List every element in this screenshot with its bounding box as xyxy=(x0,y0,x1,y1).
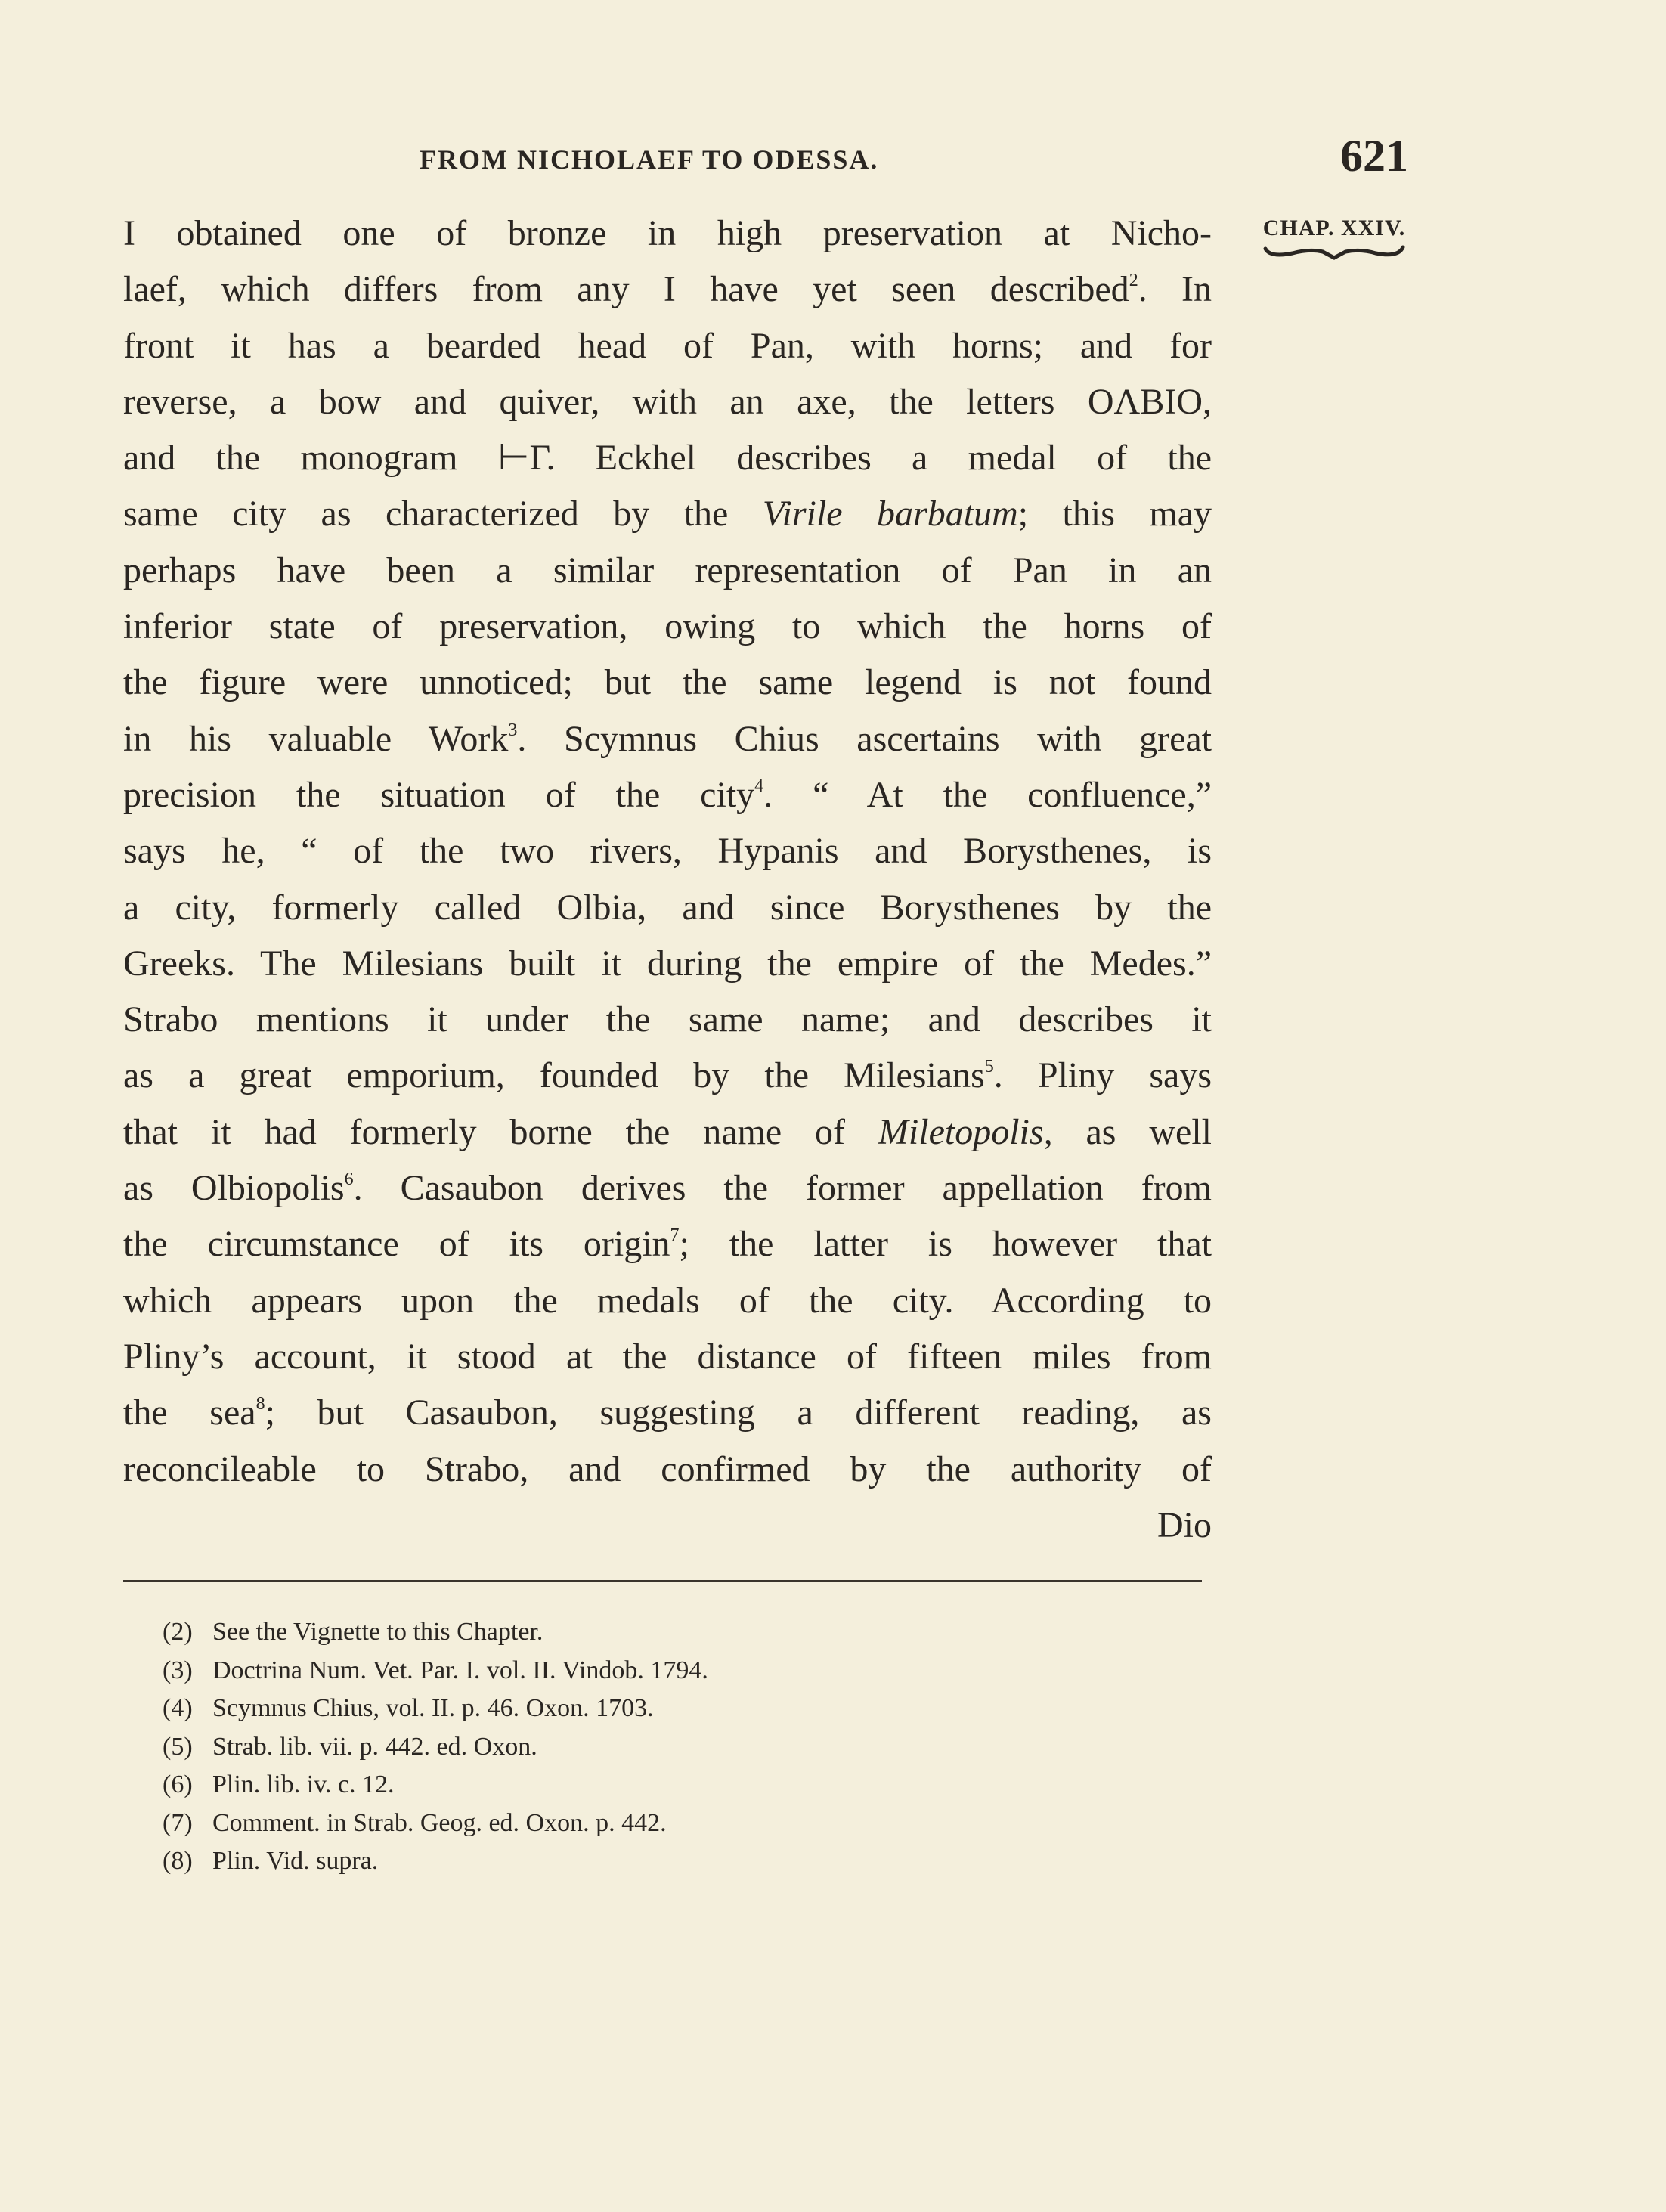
line-text: front it has a bearded head of Pan, with horns; and for xyxy=(123,325,1212,366)
chapter-label: CHAP. XXIV. xyxy=(1262,215,1406,240)
line-text-continued: . In xyxy=(1138,269,1212,310)
line-text: same city as characterized by the xyxy=(123,494,763,534)
body-line xyxy=(123,1216,1212,1272)
line-text: and the monogram ⊢Γ. Eckhel describes a medal of the xyxy=(123,438,1212,479)
footnote xyxy=(163,1805,994,1843)
footnote-ref: 2 xyxy=(1129,271,1138,291)
line-text: precision the situation of the city xyxy=(123,774,755,815)
footnote-divider xyxy=(123,1580,1202,1582)
line-text: Strabo mentions it under the same name; and describes it xyxy=(123,999,1212,1040)
body-line xyxy=(123,1329,1212,1385)
body-line xyxy=(123,936,1212,992)
footnote xyxy=(163,1728,994,1767)
page-number: 621 xyxy=(1340,131,1408,181)
line-text: I obtained one of bronze in high preservation at Nicho- xyxy=(123,213,1212,253)
footnote-text: Plin. lib. iv. c. 12. xyxy=(212,1771,395,1798)
running-head: FROM NICHOLAEF TO ODESSA. xyxy=(420,144,879,175)
body-line xyxy=(123,880,1212,936)
body-line xyxy=(123,599,1212,655)
footnote-ref: 7 xyxy=(670,1225,680,1246)
footnote xyxy=(163,1613,994,1652)
line-text: the circumstance of its origin xyxy=(123,1224,670,1265)
chapter-marginal-note xyxy=(1255,215,1414,262)
footnote xyxy=(163,1690,994,1728)
body-line xyxy=(123,1160,1212,1216)
footnote xyxy=(163,1766,994,1805)
body-line xyxy=(123,767,1212,823)
footnote-number: (4) xyxy=(163,1694,193,1722)
line-text: as Olbiopolis xyxy=(123,1168,345,1209)
body-line xyxy=(123,374,1212,430)
footnote-number: (5) xyxy=(163,1732,193,1761)
line-text-continued: . “ At the confluence,” xyxy=(763,774,1212,815)
line-text: that it had formerly borne the name of xyxy=(123,1111,878,1152)
line-text: Greeks. The Milesians built it during the empire of the Medes.” xyxy=(123,943,1212,984)
body-line xyxy=(123,1104,1212,1160)
line-text-continued: ; this may xyxy=(1017,494,1212,534)
line-text: a city, formerly called Olbia, and since Borysthenes by the xyxy=(123,887,1212,928)
body-line xyxy=(123,1273,1212,1329)
line-text-continued: ; but Casaubon, suggesting a different reading, as xyxy=(265,1393,1212,1433)
body-line xyxy=(123,1385,1212,1441)
footnote-text: Scymnus Chius, vol. II. p. 46. Oxon. 1703. xyxy=(212,1694,654,1722)
line-text-continued: . Scymnus Chius ascertains with great xyxy=(517,718,1212,759)
line-text: Pliny’s account, it stood at the distance of fifteen miles from xyxy=(123,1336,1212,1377)
line-text: as a great emporium, founded by the Milesians xyxy=(123,1055,985,1096)
footnote-number: (3) xyxy=(163,1656,193,1684)
line-text: laef, which differs from any I have yet seen described xyxy=(123,269,1129,310)
footnote-number: (8) xyxy=(163,1847,193,1875)
line-text: inferior state of preservation, owing to which the horns of xyxy=(123,606,1212,647)
body-line xyxy=(123,1442,1212,1498)
body-line xyxy=(123,1048,1212,1104)
body-line xyxy=(123,1498,1212,1554)
body-line xyxy=(123,823,1212,879)
footnote xyxy=(163,1842,994,1881)
line-text-continued: . Pliny says xyxy=(993,1055,1212,1096)
footnote-ref: 4 xyxy=(754,776,764,796)
footnote-number: (6) xyxy=(163,1771,193,1798)
body-line xyxy=(123,206,1212,262)
line-text: perhaps have been a similar representation of Pan in an xyxy=(123,550,1212,590)
line-text: in his valuable Work xyxy=(123,718,509,759)
line-text: the sea xyxy=(123,1393,256,1433)
body-text xyxy=(123,206,1212,1554)
line-text: reconcileable to Strabo, and confirmed by the authority of xyxy=(123,1448,1212,1489)
line-text-continued: as well xyxy=(1052,1111,1212,1152)
italic-phrase: Miletopolis, xyxy=(878,1111,1053,1152)
footnote-text: Doctrina Num. Vet. Par. I. vol. II. Vindob. 1794. xyxy=(212,1656,708,1684)
line-text: which appears upon the medals of the city. According to xyxy=(123,1280,1212,1321)
line-text: says he, “ of the two rivers, Hypanis and Borysthenes, is xyxy=(123,831,1212,872)
line-text-continued: ; the latter is however that xyxy=(679,1224,1212,1265)
footnote-ref: 6 xyxy=(344,1170,354,1190)
italic-phrase: Virile barbatum xyxy=(762,494,1018,534)
footnotes xyxy=(163,1613,994,1881)
page-header xyxy=(0,131,1666,197)
footnote-text: Strab. lib. vii. p. 442. ed. Oxon. xyxy=(212,1732,537,1761)
footnote-number: (7) xyxy=(163,1808,193,1837)
footnote xyxy=(163,1652,994,1690)
flourish-icon xyxy=(1262,243,1406,262)
line-text: the figure were unnoticed; but the same legend is not found xyxy=(123,662,1212,703)
footnote-number: (2) xyxy=(163,1618,193,1646)
line-text: reverse, a bow and quiver, with an axe, the letters OΛBIO, xyxy=(123,381,1212,422)
footnote-ref: 5 xyxy=(984,1057,994,1077)
footnote-ref: 8 xyxy=(255,1394,265,1414)
footnote-text: Plin. Vid. supra. xyxy=(212,1847,379,1875)
body-line xyxy=(123,711,1212,767)
body-line xyxy=(123,318,1212,374)
body-line xyxy=(123,992,1212,1048)
line-text-continued: . Casaubon derives the former appellation from xyxy=(353,1168,1212,1209)
footnote-text: Comment. in Strab. Geog. ed. Oxon. p. 442. xyxy=(212,1808,667,1837)
body-line xyxy=(123,262,1212,318)
footnote-text: See the Vignette to this Chapter. xyxy=(212,1618,543,1646)
body-line xyxy=(123,486,1212,542)
footnote-ref: 3 xyxy=(508,720,518,740)
body-line xyxy=(123,655,1212,711)
body-line xyxy=(123,430,1212,486)
body-line xyxy=(123,543,1212,599)
line-text: Dio xyxy=(1157,1504,1212,1545)
